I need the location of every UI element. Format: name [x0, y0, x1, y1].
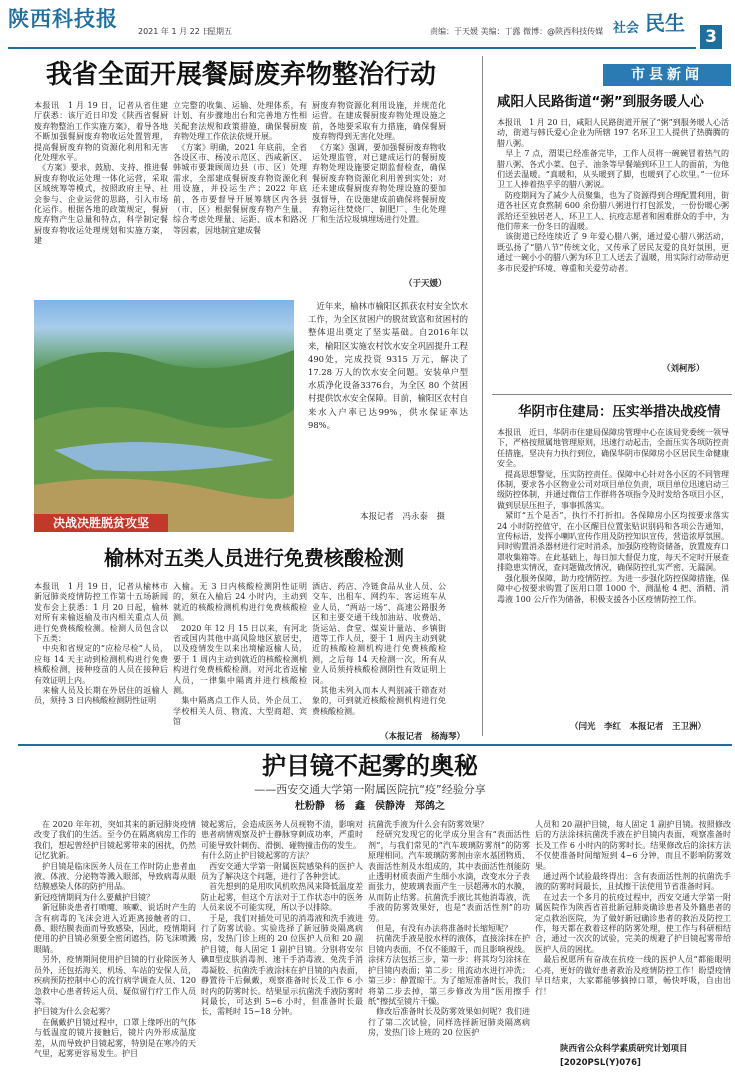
lead-headline: 我省全面开展餐厨废弃物整治行动	[45, 60, 436, 90]
photo-credit: 本报记者 冯永泰 摄	[360, 512, 446, 522]
huayin-credit: （闫光 李红 本报记者 王卫洲）	[570, 722, 707, 732]
lead-body-col1: 本报讯 1 月 19 日，记者从省住建厅获悉：该厅近日印发《陕西省餐厨废弃物整治工作实施方案》，着导各地不断加强餐厨废弃物收运处置管理，提高餐厨废弃物的资源化利用和无害化处理水平。 《方案》要求，鼓励、支持、推进餐厨废弃物收运处理一体化运营，采取区域统筹等模式，按照政府主导、社会参与、企业运营的思路，引入市场化运作。根据各地的政策规定，餐厨废弃物产生总量和特点，科学制定餐厨废弃物收运处理规划和实施方案，建	[34, 101, 168, 246]
goggle-body-col1: 在 2020 年年初，突如其来的新冠肺炎疫情改变了我们的生活。至今仍在隔离病房工作的我们，想起曾经护目镜起雾带来的困扰，仍然记忆犹新。 护目镜是临床医务人员在工作时防止患者血液、体液、分泌物等溅入眼部，导致病毒从眼结膜感染人体的防护用品。 新冠疫情期间为什么要戴护目镜？ 新冠肺炎患者打喷嚏、咳嗽、说话时产生的含有病毒的飞沫会进入近距离接触者的口、鼻、眼结膜表面而导致感染，因此，疫情期间使用的护目镜必须要全密闭遮挡，防飞沫喷溅眼睛。 另外，疫情期间使用护目镜的行业除医务人员外，还包括海关、机场、车站的安保人员，疾病预防控制中心的流行病学调查人员、120 急救中心患者转运人员、疑似留行疗工作人员等。 护目镜为什么会起雾？ 在佩戴护目镜过程中，口罩上缘呼出的气体与低温度的镜片接触后，镜片内外形成温度差，从而导致护目镜起雾，特别是在寒冷的天气里，起雾更容易发生。护目	[34, 820, 196, 1058]
lead-credit: （于天媛）	[404, 279, 447, 289]
project-code: [2020PSL(Y)076]	[560, 1058, 641, 1068]
column-divider	[482, 56, 483, 736]
section-title: 民生	[645, 11, 685, 35]
masthead	[0, 0, 735, 54]
xianyang-body: 本报讯 1 月 20 日，咸阳人民路街道开展了“粥”到服务暖人心活动，街道与韩氏爱心企业为所辖 197 名环卫工人提供了热腾腾的腊八粥。 早上 7 点，渭渠已经准备完毕，工作人员将一碗碗冒着热气的腊八粥、各式小菜、包子、油条等早餐端到环卫工人的面前，为他们送去温暖。“真暖和，从头暖到了脚，也暖到了心坎里。”一位环卫工人捧着热乎乎的腊八粥说。 防疫期间为了减少人员聚集，也为了资源得到合理配置利用，街道各社区克食熬制 600 余份腊八粥进行打包派发，一份份暖心粥派给还至独居老人、环卫工人、抗疫志愿者和困难群众的手中，为他们带来一份冬日的温暖。 该街道已经连续近了 9 年爱心腊八粥，通过爱心腊八粥活动，既弘扬了“腊八节”传统文化，又传承了居民友爱的良好氛围，更通过一碗小小的腊八粥为环卫工人送去了温暖，用实际行动带动更多市民爱护环境、尊重和关爱劳动者。	[497, 118, 729, 273]
goggle-headline: 护目镜不起雾的奥秘	[262, 752, 478, 780]
covid-headline: 榆林对五类人员进行免费核酸检测	[104, 546, 404, 570]
feature-rule	[18, 744, 732, 746]
newspaper-logo: 陕西科技报	[8, 7, 118, 31]
huayin-headline: 华阴市住建局：压实举措决战疫情	[518, 404, 721, 420]
story-divider	[492, 394, 732, 395]
issue-date: 2021 年 1 月 22 日	[138, 27, 211, 36]
goggle-body-col4: 人员和 20 副护目镜，每人固定 1 副护目镜。按照修改后的方法涂抹抗菌洗手液在护目镜内表面，观察准备时长及工作 6 小时内的防雾时长。结果修改后的涂抹方法不仅使准备时间缩短到 4~6 分钟，而且不影响防雾效果。 通过两个试验最终得出：含有表面活性剂的抗菌洗手液的防雾时间最长，且拭擦干法使用节省准备时间。 在过去一个多月的抗疫过程中，西安交通大学第一附属医院作为陕西省首批新冠肺炎确诊患者及外籍患者的定点救治医院，为了做好新冠确诊患者的救治及防控工作，每天都在救着这样的防雾处理，使工作与科研相结合，通过一次次的试验，完美的规避了护目镜起雾带给医护人员的困扰。 最后祝愿所有奋战在抗疫一线的医护人员“都能眼明心亮，更好的做好患者救治及疫情防控工作！盼望疫情早日结束，大家都能够摘掉口罩，畅快呼吸，自由出行！	[535, 820, 731, 996]
lead-body-col3: 厨废弃物资源化利用设施，并规范化运营。在建成餐厨废弃物处理设施之前，各地要采取有力措施，确保餐厨废弃物得到无害化处理。 《方案》强调，要加强餐厨废弃物收运处理监管，对已建成运行的餐厨废弃物处理设施要定期监督检查，确保餐厨废弃物资源化利用普到实处；对还未建成餐厨废弃物处理设施的要加强督导，在设施建成前确保将餐厨废弃物运往焚烧厂、制肥厂、生化处理厂和生活垃圾填埋场进行处置。	[312, 101, 446, 225]
poverty-campaign-tag: 决战决胜脱贫攻坚	[34, 514, 168, 532]
photo-caption: 近年来，榆林市榆阳区抓获农村安全饮水工作，为全区贫困户的脱贫致富和贫困村的整体退出奠定了坚实基础。自2016年以来，榆阳区实施农村饮水安全巩固提升工程 490处，完成投资 9315 万元，解决了 17.28 万人的饮水安全问题。安装单户型水质净化设备3376台，为全区 80 个贫困村提供饮水安全保障。目前，榆阳区农村自来水入户率已达99%，供水保证率达 98%。	[308, 301, 468, 430]
editor-credits: 责编：于天媛 美编：丁露 微博：@陕西科技传媒	[430, 27, 604, 36]
xianyang-headline: 咸阳人民路街道“粥”到服务暖人心	[497, 94, 704, 110]
project-label: 陕西省公众科学素质研究计划项目	[560, 1044, 688, 1054]
covid-credit: （本报记者 杨海琴）	[380, 732, 466, 742]
page-number: 3	[700, 25, 722, 49]
goggle-body-col2: 镜起雾后，会造成医务人员视物不清，影响对患者病情观察及护士静脉穿刺成功率，严重时可能导致针刺伤、滑倒、碰物撞击伤的发生。 有什么防止护目镜起雾的方法？ 西安交通大学第一附属医院感染科的医护人员为了解决这个问题，进行了各种尝试。 首先想到的是用吹风机吹热风来降低温度差防止起雾，但这个方法对于工作状态中的医务人员来说不可能实现，所以予以排除。 于是，我们对插处可见的消毒液和洗手液进行了防雾试验。实验选择了新冠肺炎隔离病房，发热门诊上班的 20 位医护人员和 20 副护目镜，每人固定 1 副护目镜。分别将安尔碘Ⅱ型皮肤消毒剂、速干手消毒液、免洗手消毒凝胶、抗菌洗手液涂抹在护目镜的内表面，静置待干后佩戴，观察准备时长及工作 6 小时内的防雾时长。结果显示抗菌洗手液防雾时间最长，可达到 5~6 小时，但准备时长最长，需耗时 15~18 分钟。	[201, 820, 363, 1017]
covid-body-col1: 本报讯 1 月 19 日，记者从榆林市新冠肺炎疫情防控工作第十五场新闻发布会上获悉：1 月 20 日起，榆林对所有来榆返榆及市内相关重点人员进行免费核酸检测。检测人员包含以下五类： 中央和省规定的“应检尽检”人员，应每 14 天主动到检测机构进行免费核酸检测，接种疫苗的人员在接种后有效证明上内。 来榆人员及长期在外居住的返榆人员，须持 3 日内核酸检测阴性证明	[34, 582, 168, 706]
huayin-body: 本报讯 近日，华阴市住建局保障房管理中心在该局党委统一领导下，严格按照属地管理原则，迅速行动起击，全面压实各项防控责任措施，坚决有力执行到位，确保华阴市保障房小区居民生命健康安全。 提高思想警觉，压实防控责任。保障中心针对各小区的不同管理体制，要求各小区物业公司对项目单位负责，项目单位迅速启动三级防控体制，并通过微信工作群将各项指令及时发给各项目小区，做到层层压担子，事事抓落实。 紧盯“五个是否”，执行不打折扣。各保障房小区均按要求落实 24 小时防控值守，在小区醒目位置张贴识别码和各项公告通知，宣传标语，发挥小喇叭宣传作用及防控知识宣传，营造浓厚氛围。同时购置消杀器材进行定时消杀，加强防疫物资储备，放置废弃口罩收集箱等。在此基础上，每日加大督促力度，每天不定时开展查排隐患实情况，查问题做改情况，确保防控扎实严密、无漏洞。 强化服务保障，助力疫情防控。为进一步强化防控保障措施，保障中心按要求购置了医用口罩 1000 个、测温枪 4 把、酒精、消毒液 100 公斤作为储备，积极支援各小区疫情防控工作。	[497, 428, 729, 604]
goggle-body-col3: 抗菌洗手液为什么会有防雾效果？ 经研究发现它的化学成分里含有“表面活性剂”，与我们常见的“汽车玻璃防雾剂”的防雾原理相同。汽车玻璃防雾剂由亲水基团物质、表面活性剂及水组成的，其中表面活性剂能防止透明材质表面产生细小水滴，改变水分子表面张力，使玻璃表面产生一层超薄水的水膜，从而防止结雾。抗菌洗手液比其他消毒液，洗手液的防雾效果好，也是“表面活性剂”的功劳。 但是，有没有办法将准备时长缩短呢？ 抗菌洗手液是胶水样的液体，直接涂抹在护目镜内表面，不仅不能晾干，而且影响视线。涂抹方法包括三步，第一步：将其均匀涂抹在护目镜内表面；第二步：用流动水进行冲洗；第三步：静置晾干。为了缩短准备时长，我们将第二步去掉，第三步修改为用“医用擦手纸”擦拭至镜片干燥。 修改后准备时长及防雾效果如何呢？我们进行了第二次试验，同样选择新冠肺炎隔离病房，发热门诊上班的 20 位医护	[368, 820, 530, 1038]
goggle-subtitle: ——西安交通大学第一附属医院抗“疫”经验分享	[254, 783, 486, 796]
section-label: 社会	[613, 21, 640, 36]
reservoir-photo	[34, 300, 294, 532]
landscape-illustration	[34, 300, 294, 532]
lead-body-col2: 立完整的收集、运输、处理体系，有计划、有步骤地出台和完善地方性相关配套法规和政策措施，确保餐厨废弃物处理工作依法依规开展。 《方案》明确，2021 年底前，全省各设区市、杨凌示范区、西咸新区、韩城市要兼顾周边县（市、区）处理需求，全部建成餐厨废弃物资源化利用设施，并投运生产；2022 年底前，各市要督导开展筹辖区内各县（市、区）根据餐厨废弃物产生量、综合考虑处理量、运距、成本和路况等因素，因地制宜建成餐	[173, 101, 307, 235]
goggle-authors: 杜粉静 杨 鑫 侯静涛 郑鸽之	[295, 801, 445, 812]
city-news-banner: 市县新闻	[603, 64, 731, 86]
covid-body-col3: 酒店、药店、冷链食品从业人员、公交车、出租车、网约车、客运班车从业人员，“两站一场”、高速公路服务区和主要交通干线加油站、收费站、货运站、食堂、煤炭计量站、乡镇街道等工作人员，要于 1 周内主动到就近的核酸检测机构进行免费核酸检测，之后每 14 天检测一次，所有从业人员须持核酸检测阴性有效证明上岗。 其他未列入而本人判别减干筛查对象的，可到就近核酸检测机构进行免费核酸检测。	[312, 582, 446, 716]
xianyang-credit: （刘柯彤）	[662, 364, 705, 374]
covid-body-col2: 入榆。无 3 日内核酸检测阴性证明的，须在入榆后 24 小时内，主动到就近的核酸检测机构进行免费核酸检测。 2020 年 12 月 15 日以来，有河北省或国内其他中高风险地区旅居史，以及疫情发生以来出境榆返榆人员，要于 1 周内主动到就近的核酸检测机构进行免费核酸检测。对河北省返榆人员，一律集中隔离并进行核酸检测。 集中隔离点工作人员、外企员工、学校相关人员、物流、大型商超、宾馆	[173, 582, 307, 727]
issue-weekday: 星期五	[208, 27, 232, 36]
masthead-rule	[8, 47, 696, 49]
